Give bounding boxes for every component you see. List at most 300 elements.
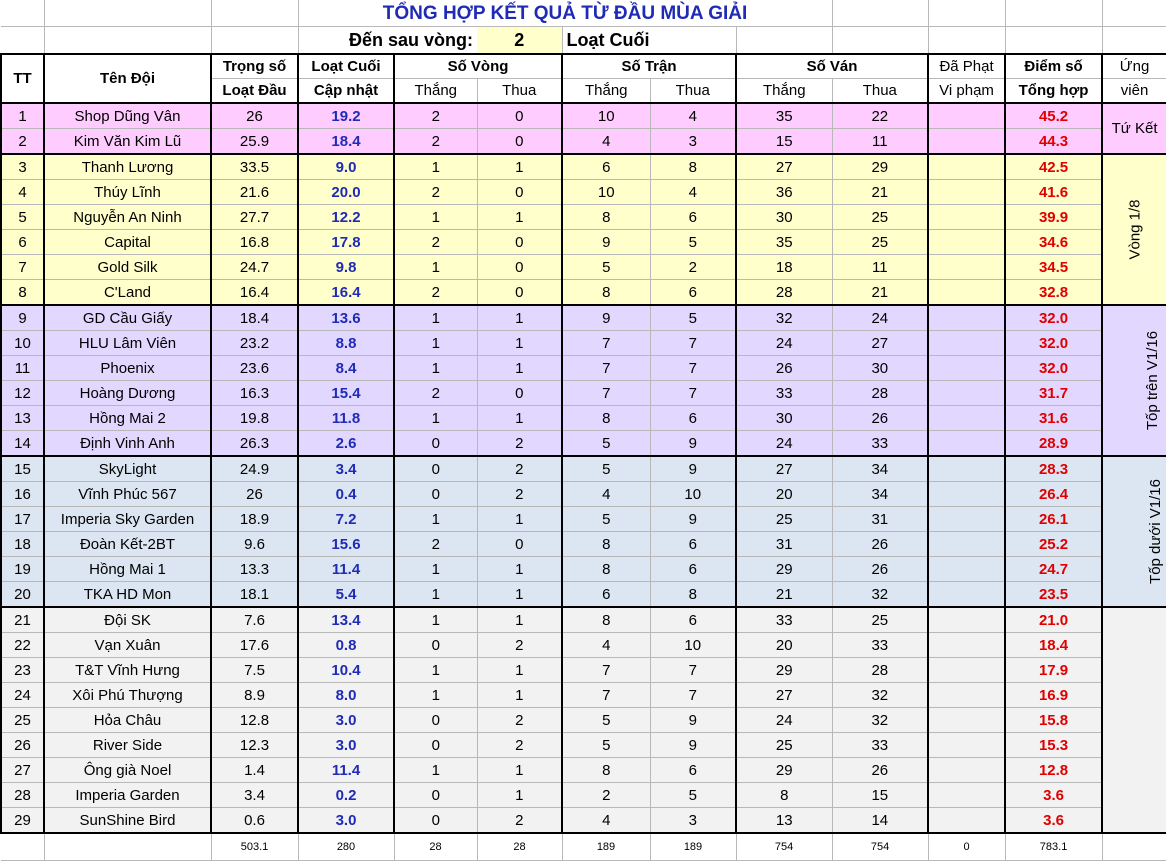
games-loss[interactable]: 22 (832, 103, 928, 129)
total-score[interactable]: 15.3 (1005, 733, 1102, 758)
penalty-value[interactable] (928, 557, 1005, 582)
team-name[interactable]: Vĩnh Phúc 567 (44, 482, 211, 507)
weight-value[interactable]: 26.3 (211, 431, 298, 457)
matches-loss[interactable]: 6 (650, 205, 736, 230)
total-score[interactable]: 3.6 (1005, 808, 1102, 834)
total-score[interactable]: 32.0 (1005, 305, 1102, 331)
team-tt[interactable]: 11 (1, 356, 44, 381)
matches-win[interactable]: 9 (562, 305, 650, 331)
total-score[interactable]: 32.0 (1005, 356, 1102, 381)
penalty-value[interactable] (928, 808, 1005, 834)
matches-loss[interactable]: 4 (650, 103, 736, 129)
rounds-loss[interactable]: 0 (477, 255, 562, 280)
games-loss[interactable]: 25 (832, 230, 928, 255)
penalty-value[interactable] (928, 406, 1005, 431)
rounds-win[interactable]: 0 (394, 708, 477, 733)
team-name[interactable]: Thúy Lĩnh (44, 180, 211, 205)
penalty-value[interactable] (928, 482, 1005, 507)
matches-loss[interactable]: 8 (650, 582, 736, 608)
matches-win[interactable]: 10 (562, 103, 650, 129)
team-tt[interactable]: 18 (1, 532, 44, 557)
total-score[interactable]: 24.7 (1005, 557, 1102, 582)
games-win[interactable]: 31 (736, 532, 832, 557)
team-tt[interactable]: 20 (1, 582, 44, 608)
games-win[interactable]: 20 (736, 482, 832, 507)
games-win[interactable]: 24 (736, 331, 832, 356)
games-loss[interactable]: 33 (832, 431, 928, 457)
rounds-win[interactable]: 1 (394, 255, 477, 280)
team-tt[interactable]: 16 (1, 482, 44, 507)
team-name[interactable]: C'Land (44, 280, 211, 306)
final-value[interactable]: 16.4 (298, 280, 394, 306)
games-loss[interactable]: 25 (832, 205, 928, 230)
rounds-win[interactable]: 2 (394, 129, 477, 155)
rounds-loss[interactable]: 1 (477, 331, 562, 356)
weight-value[interactable]: 8.9 (211, 683, 298, 708)
weight-value[interactable]: 26 (211, 482, 298, 507)
team-tt[interactable]: 3 (1, 154, 44, 180)
matches-win[interactable]: 8 (562, 607, 650, 633)
team-name[interactable]: Imperia Garden (44, 783, 211, 808)
matches-win[interactable]: 2 (562, 783, 650, 808)
matches-win[interactable]: 9 (562, 230, 650, 255)
games-loss[interactable]: 34 (832, 456, 928, 482)
weight-value[interactable]: 3.4 (211, 783, 298, 808)
penalty-value[interactable] (928, 582, 1005, 608)
weight-value[interactable]: 9.6 (211, 532, 298, 557)
total-score[interactable]: 32.0 (1005, 331, 1102, 356)
team-tt[interactable]: 2 (1, 129, 44, 155)
team-name[interactable]: Đoàn Kết-2BT (44, 532, 211, 557)
round-value-cell[interactable]: 2 (477, 27, 562, 55)
games-win[interactable]: 24 (736, 708, 832, 733)
weight-value[interactable]: 13.3 (211, 557, 298, 582)
weight-value[interactable]: 16.4 (211, 280, 298, 306)
matches-win[interactable]: 8 (562, 532, 650, 557)
matches-loss[interactable]: 7 (650, 331, 736, 356)
games-win[interactable]: 35 (736, 230, 832, 255)
total-score[interactable]: 39.9 (1005, 205, 1102, 230)
matches-win[interactable]: 8 (562, 557, 650, 582)
games-loss[interactable]: 31 (832, 507, 928, 532)
penalty-value[interactable] (928, 507, 1005, 532)
matches-loss[interactable]: 7 (650, 356, 736, 381)
rounds-win[interactable]: 1 (394, 582, 477, 608)
team-name[interactable]: SkyLight (44, 456, 211, 482)
matches-loss[interactable]: 2 (650, 255, 736, 280)
team-tt[interactable]: 23 (1, 658, 44, 683)
matches-loss[interactable]: 9 (650, 431, 736, 457)
final-value[interactable]: 20.0 (298, 180, 394, 205)
weight-value[interactable]: 23.2 (211, 331, 298, 356)
rounds-win[interactable]: 1 (394, 758, 477, 783)
rounds-loss[interactable]: 2 (477, 456, 562, 482)
games-loss[interactable]: 11 (832, 255, 928, 280)
penalty-value[interactable] (928, 305, 1005, 331)
rounds-win[interactable]: 0 (394, 456, 477, 482)
final-value[interactable]: 13.6 (298, 305, 394, 331)
matches-win[interactable]: 6 (562, 582, 650, 608)
team-tt[interactable]: 4 (1, 180, 44, 205)
team-name[interactable]: Gold Silk (44, 255, 211, 280)
final-value[interactable]: 15.6 (298, 532, 394, 557)
games-win[interactable]: 33 (736, 381, 832, 406)
games-win[interactable]: 24 (736, 431, 832, 457)
matches-loss[interactable]: 5 (650, 305, 736, 331)
games-loss[interactable]: 26 (832, 532, 928, 557)
games-win[interactable]: 21 (736, 582, 832, 608)
matches-loss[interactable]: 6 (650, 758, 736, 783)
team-name[interactable]: Hồng Mai 2 (44, 406, 211, 431)
matches-win[interactable]: 7 (562, 658, 650, 683)
matches-win[interactable]: 7 (562, 356, 650, 381)
rounds-loss[interactable]: 0 (477, 129, 562, 155)
games-win[interactable]: 8 (736, 783, 832, 808)
weight-value[interactable]: 33.5 (211, 154, 298, 180)
team-tt[interactable]: 19 (1, 557, 44, 582)
games-loss[interactable]: 28 (832, 381, 928, 406)
team-tt[interactable]: 12 (1, 381, 44, 406)
matches-loss[interactable]: 10 (650, 482, 736, 507)
rounds-win[interactable]: 1 (394, 658, 477, 683)
team-name[interactable]: SunShine Bird (44, 808, 211, 834)
team-tt[interactable]: 15 (1, 456, 44, 482)
games-loss[interactable]: 33 (832, 633, 928, 658)
final-value[interactable]: 3.0 (298, 708, 394, 733)
final-value[interactable]: 17.8 (298, 230, 394, 255)
matches-loss[interactable]: 4 (650, 180, 736, 205)
rounds-loss[interactable]: 0 (477, 532, 562, 557)
penalty-value[interactable] (928, 255, 1005, 280)
rounds-win[interactable]: 2 (394, 280, 477, 306)
total-score[interactable]: 26.1 (1005, 507, 1102, 532)
games-win[interactable]: 28 (736, 280, 832, 306)
total-score[interactable]: 26.4 (1005, 482, 1102, 507)
weight-value[interactable]: 24.7 (211, 255, 298, 280)
final-value[interactable]: 3.0 (298, 733, 394, 758)
team-name[interactable]: Hoàng Dương (44, 381, 211, 406)
rounds-loss[interactable]: 1 (477, 507, 562, 532)
penalty-value[interactable] (928, 758, 1005, 783)
rounds-win[interactable]: 1 (394, 507, 477, 532)
penalty-value[interactable] (928, 607, 1005, 633)
weight-value[interactable]: 16.3 (211, 381, 298, 406)
matches-win[interactable]: 4 (562, 808, 650, 834)
penalty-value[interactable] (928, 633, 1005, 658)
rounds-win[interactable]: 1 (394, 683, 477, 708)
weight-value[interactable]: 26 (211, 103, 298, 129)
penalty-value[interactable] (928, 783, 1005, 808)
total-score[interactable]: 17.9 (1005, 658, 1102, 683)
games-win[interactable]: 29 (736, 758, 832, 783)
rounds-loss[interactable]: 1 (477, 356, 562, 381)
weight-value[interactable]: 7.6 (211, 607, 298, 633)
team-name[interactable]: HLU Lâm Viên (44, 331, 211, 356)
weight-value[interactable]: 23.6 (211, 356, 298, 381)
matches-loss[interactable]: 9 (650, 708, 736, 733)
final-value[interactable]: 10.4 (298, 658, 394, 683)
rounds-loss[interactable]: 2 (477, 808, 562, 834)
penalty-value[interactable] (928, 230, 1005, 255)
rounds-win[interactable]: 0 (394, 808, 477, 834)
total-score[interactable]: 12.8 (1005, 758, 1102, 783)
matches-loss[interactable]: 9 (650, 507, 736, 532)
team-tt[interactable]: 22 (1, 633, 44, 658)
games-loss[interactable]: 29 (832, 154, 928, 180)
rounds-loss[interactable]: 1 (477, 758, 562, 783)
team-tt[interactable]: 14 (1, 431, 44, 457)
games-loss[interactable]: 30 (832, 356, 928, 381)
final-value[interactable]: 11.4 (298, 557, 394, 582)
weight-value[interactable]: 1.4 (211, 758, 298, 783)
final-value[interactable]: 7.2 (298, 507, 394, 532)
final-value[interactable]: 12.2 (298, 205, 394, 230)
matches-win[interactable]: 5 (562, 255, 650, 280)
final-value[interactable]: 0.2 (298, 783, 394, 808)
total-score[interactable]: 45.2 (1005, 103, 1102, 129)
matches-loss[interactable]: 9 (650, 733, 736, 758)
games-loss[interactable]: 26 (832, 758, 928, 783)
games-win[interactable]: 36 (736, 180, 832, 205)
matches-loss[interactable]: 7 (650, 658, 736, 683)
team-name[interactable]: River Side (44, 733, 211, 758)
team-name[interactable]: Imperia Sky Garden (44, 507, 211, 532)
team-name[interactable]: Đội SK (44, 607, 211, 633)
total-score[interactable]: 23.5 (1005, 582, 1102, 608)
total-score[interactable]: 34.5 (1005, 255, 1102, 280)
games-win[interactable]: 25 (736, 507, 832, 532)
team-name[interactable]: T&T Vĩnh Hưng (44, 658, 211, 683)
penalty-value[interactable] (928, 205, 1005, 230)
games-win[interactable]: 30 (736, 406, 832, 431)
team-tt[interactable]: 8 (1, 280, 44, 306)
rounds-loss[interactable]: 0 (477, 180, 562, 205)
rounds-loss[interactable]: 1 (477, 205, 562, 230)
matches-loss[interactable]: 5 (650, 783, 736, 808)
weight-value[interactable]: 18.4 (211, 305, 298, 331)
games-loss[interactable]: 21 (832, 280, 928, 306)
total-score[interactable]: 3.6 (1005, 783, 1102, 808)
final-value[interactable]: 8.4 (298, 356, 394, 381)
games-win[interactable]: 26 (736, 356, 832, 381)
matches-loss[interactable]: 6 (650, 557, 736, 582)
weight-value[interactable]: 21.6 (211, 180, 298, 205)
penalty-value[interactable] (928, 154, 1005, 180)
rounds-loss[interactable]: 1 (477, 305, 562, 331)
games-loss[interactable]: 27 (832, 331, 928, 356)
total-score[interactable]: 15.8 (1005, 708, 1102, 733)
team-tt[interactable]: 24 (1, 683, 44, 708)
rounds-loss[interactable]: 2 (477, 633, 562, 658)
team-name[interactable]: Thanh Lương (44, 154, 211, 180)
weight-value[interactable]: 16.8 (211, 230, 298, 255)
matches-win[interactable]: 5 (562, 456, 650, 482)
matches-loss[interactable]: 7 (650, 683, 736, 708)
matches-win[interactable]: 8 (562, 280, 650, 306)
total-score[interactable]: 32.8 (1005, 280, 1102, 306)
games-win[interactable]: 18 (736, 255, 832, 280)
penalty-value[interactable] (928, 733, 1005, 758)
weight-value[interactable]: 18.9 (211, 507, 298, 532)
games-loss[interactable]: 26 (832, 557, 928, 582)
matches-loss[interactable]: 6 (650, 406, 736, 431)
games-win[interactable]: 20 (736, 633, 832, 658)
total-score[interactable]: 42.5 (1005, 154, 1102, 180)
matches-win[interactable]: 6 (562, 154, 650, 180)
rounds-win[interactable]: 1 (394, 607, 477, 633)
weight-value[interactable]: 24.9 (211, 456, 298, 482)
rounds-loss[interactable]: 2 (477, 733, 562, 758)
team-tt[interactable]: 7 (1, 255, 44, 280)
rounds-loss[interactable]: 0 (477, 280, 562, 306)
total-score[interactable]: 31.6 (1005, 406, 1102, 431)
rounds-win[interactable]: 1 (394, 205, 477, 230)
matches-loss[interactable]: 7 (650, 381, 736, 406)
games-loss[interactable]: 34 (832, 482, 928, 507)
rounds-win[interactable]: 2 (394, 381, 477, 406)
games-win[interactable]: 29 (736, 557, 832, 582)
rounds-win[interactable]: 1 (394, 154, 477, 180)
final-value[interactable]: 8.0 (298, 683, 394, 708)
rounds-loss[interactable]: 2 (477, 431, 562, 457)
rounds-win[interactable]: 0 (394, 482, 477, 507)
total-score[interactable]: 16.9 (1005, 683, 1102, 708)
team-name[interactable]: Capital (44, 230, 211, 255)
rounds-win[interactable]: 2 (394, 180, 477, 205)
games-win[interactable]: 33 (736, 607, 832, 633)
rounds-loss[interactable]: 1 (477, 154, 562, 180)
games-win[interactable]: 29 (736, 658, 832, 683)
rounds-win[interactable]: 0 (394, 783, 477, 808)
penalty-value[interactable] (928, 431, 1005, 457)
team-tt[interactable]: 26 (1, 733, 44, 758)
matches-win[interactable]: 4 (562, 633, 650, 658)
final-value[interactable]: 0.4 (298, 482, 394, 507)
matches-win[interactable]: 8 (562, 205, 650, 230)
weight-value[interactable]: 25.9 (211, 129, 298, 155)
matches-loss[interactable]: 3 (650, 129, 736, 155)
total-score[interactable]: 34.6 (1005, 230, 1102, 255)
rounds-loss[interactable]: 1 (477, 658, 562, 683)
matches-loss[interactable]: 3 (650, 808, 736, 834)
penalty-value[interactable] (928, 708, 1005, 733)
matches-loss[interactable]: 6 (650, 532, 736, 557)
rounds-win[interactable]: 1 (394, 305, 477, 331)
games-loss[interactable]: 14 (832, 808, 928, 834)
weight-value[interactable]: 0.6 (211, 808, 298, 834)
matches-win[interactable]: 5 (562, 507, 650, 532)
team-tt[interactable]: 21 (1, 607, 44, 633)
penalty-value[interactable] (928, 456, 1005, 482)
matches-win[interactable]: 5 (562, 431, 650, 457)
team-tt[interactable]: 5 (1, 205, 44, 230)
rounds-loss[interactable]: 1 (477, 607, 562, 633)
team-tt[interactable]: 6 (1, 230, 44, 255)
matches-win[interactable]: 8 (562, 406, 650, 431)
games-win[interactable]: 27 (736, 683, 832, 708)
rounds-loss[interactable]: 1 (477, 557, 562, 582)
team-tt[interactable]: 29 (1, 808, 44, 834)
total-score[interactable]: 28.9 (1005, 431, 1102, 457)
rounds-win[interactable]: 1 (394, 356, 477, 381)
rounds-loss[interactable]: 0 (477, 230, 562, 255)
final-value[interactable]: 13.4 (298, 607, 394, 633)
total-score[interactable]: 25.2 (1005, 532, 1102, 557)
weight-value[interactable]: 27.7 (211, 205, 298, 230)
penalty-value[interactable] (928, 683, 1005, 708)
rounds-loss[interactable]: 0 (477, 381, 562, 406)
rounds-win[interactable]: 2 (394, 532, 477, 557)
team-name[interactable]: GD Cầu Giấy (44, 305, 211, 331)
games-win[interactable]: 30 (736, 205, 832, 230)
team-tt[interactable]: 10 (1, 331, 44, 356)
games-loss[interactable]: 28 (832, 658, 928, 683)
games-win[interactable]: 13 (736, 808, 832, 834)
weight-value[interactable]: 17.6 (211, 633, 298, 658)
matches-win[interactable]: 4 (562, 129, 650, 155)
games-loss[interactable]: 32 (832, 708, 928, 733)
rounds-loss[interactable]: 1 (477, 406, 562, 431)
penalty-value[interactable] (928, 356, 1005, 381)
matches-loss[interactable]: 9 (650, 456, 736, 482)
matches-loss[interactable]: 5 (650, 230, 736, 255)
team-tt[interactable]: 9 (1, 305, 44, 331)
final-value[interactable]: 18.4 (298, 129, 394, 155)
final-value[interactable]: 9.8 (298, 255, 394, 280)
total-score[interactable]: 18.4 (1005, 633, 1102, 658)
matches-loss[interactable]: 8 (650, 154, 736, 180)
matches-win[interactable]: 7 (562, 331, 650, 356)
team-name[interactable]: Hồng Mai 1 (44, 557, 211, 582)
rounds-win[interactable]: 1 (394, 557, 477, 582)
penalty-value[interactable] (928, 103, 1005, 129)
final-value[interactable]: 8.8 (298, 331, 394, 356)
team-name[interactable]: Hỏa Châu (44, 708, 211, 733)
team-name[interactable]: Vạn Xuân (44, 633, 211, 658)
matches-win[interactable]: 7 (562, 381, 650, 406)
final-value[interactable]: 3.4 (298, 456, 394, 482)
games-loss[interactable]: 26 (832, 406, 928, 431)
rounds-win[interactable]: 0 (394, 633, 477, 658)
games-loss[interactable]: 33 (832, 733, 928, 758)
matches-win[interactable]: 7 (562, 683, 650, 708)
team-tt[interactable]: 17 (1, 507, 44, 532)
penalty-value[interactable] (928, 381, 1005, 406)
final-value[interactable]: 0.8 (298, 633, 394, 658)
team-name[interactable]: Phoenix (44, 356, 211, 381)
team-tt[interactable]: 1 (1, 103, 44, 129)
final-value[interactable]: 9.0 (298, 154, 394, 180)
games-loss[interactable]: 11 (832, 129, 928, 155)
matches-loss[interactable]: 6 (650, 607, 736, 633)
final-value[interactable]: 11.4 (298, 758, 394, 783)
matches-loss[interactable]: 6 (650, 280, 736, 306)
team-tt[interactable]: 13 (1, 406, 44, 431)
games-loss[interactable]: 24 (832, 305, 928, 331)
weight-value[interactable]: 12.3 (211, 733, 298, 758)
penalty-value[interactable] (928, 331, 1005, 356)
games-loss[interactable]: 32 (832, 582, 928, 608)
rounds-loss[interactable]: 1 (477, 582, 562, 608)
team-name[interactable]: Ông già Noel (44, 758, 211, 783)
penalty-value[interactable] (928, 180, 1005, 205)
final-value[interactable]: 5.4 (298, 582, 394, 608)
total-score[interactable]: 31.7 (1005, 381, 1102, 406)
penalty-value[interactable] (928, 658, 1005, 683)
team-name[interactable]: Xôi Phú Thượng (44, 683, 211, 708)
team-name[interactable]: Shop Dũng Vân (44, 103, 211, 129)
matches-win[interactable]: 4 (562, 482, 650, 507)
